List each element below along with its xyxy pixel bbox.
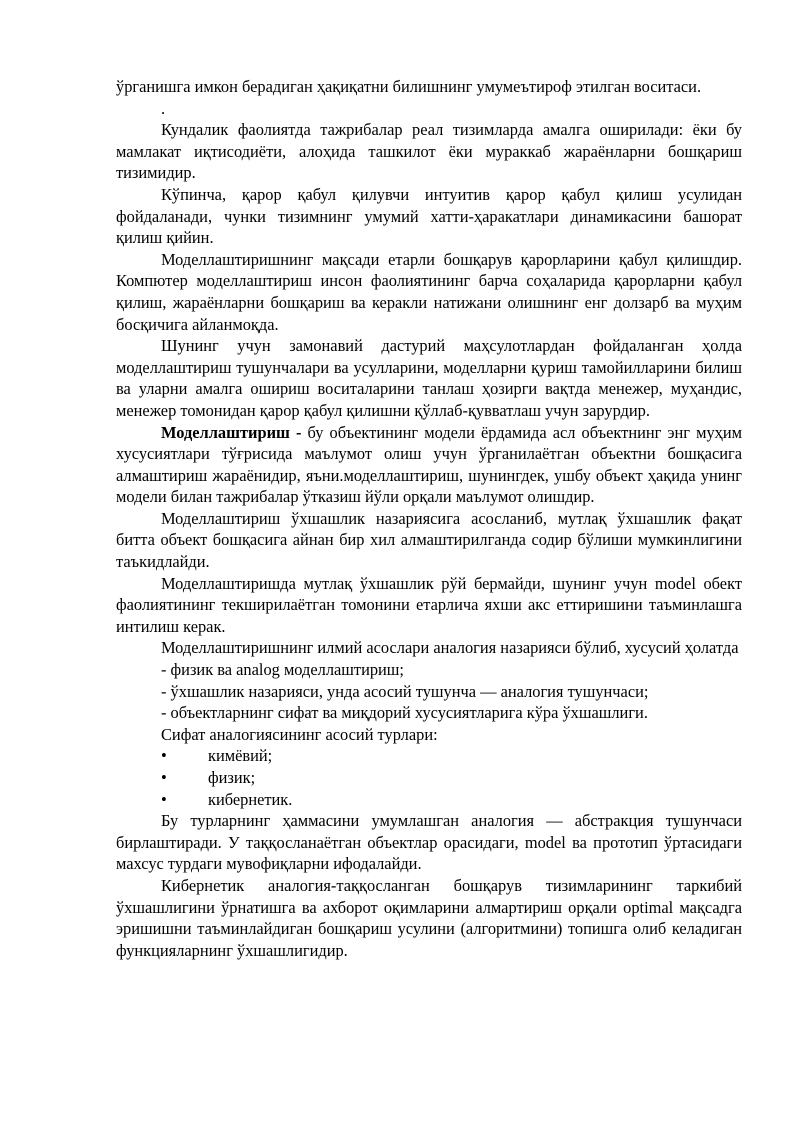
bullet-icon: •: [161, 768, 167, 787]
stray-dot: .: [161, 98, 166, 118]
paragraph-absolute-similarity: Моделлаштиришда мутлақ ўхшашлик рўй бермайди, шунинг учун model обект фаолиятининг текширилаётган томонини етарлича яхши акс еттиришини таъминлашга интилиш керак.: [116, 573, 742, 636]
definition-text: бу объектининг модели ёрдамида асл объектнинг энг муҳим хусусиятлари тўғрисида маълумот олиш учун ўрганилаётган объектни бошқасига алмаштириш жараёнидир, яъни.моделлаштириш, шунингдек, ушбу объект ҳақида унинг модели билан тажрибалар ўтказиш йўли орқали маълумот олишдир.: [116, 422, 742, 507]
paragraph-scientific-basis: Моделлаштиришнинг илмий асослари аналогия назарияси бўлиб, хусусий ҳолатда: [161, 638, 739, 658]
dash-item-similarity-theory: - ўхшашлик назарияси, унда асосий тушунча — аналогия тушунчаси;: [161, 681, 649, 701]
bullet-item-physical: • физик;: [161, 768, 256, 787]
bullet-icon: •: [161, 789, 167, 809]
paragraph-analogy-types: Сифат аналогиясининг асосий турлари:: [161, 724, 438, 744]
paragraph-modeling-definition: [116, 422, 742, 508]
dash-item-quality-quantity: - объектларнинг сифат ва миқдорий хусусиятларига кўра ўхшашлиги.: [161, 703, 648, 723]
bullet-item-cybernetic: • кибернетик.: [161, 789, 293, 809]
paragraph-modern-software: Шунинг учун замонавий дастурий маҳсулотлардан фойдаланган ҳолда моделлаштириш тушунчалари ва усулларини, моделларни қуриш тамойилларини билиш ва уларни амалга ошириш воситаларини танлаш ҳозирги вақтда менежер, муҳандис, менежер томонидан қарор қабул қилишни қўллаб-қувватлаш учун зарурдир.: [116, 336, 742, 420]
bullet-item-chemical: • кимёвий;: [161, 746, 273, 766]
paragraph-cybernetic-analogy: Кибернетик аналогия-таққосланган бошқарув тизимларининг таркибий ўхшашлигини ўрнатишга ва ахборот оқимларини алмартириш орқали optimal мақсадга эришишни таъминлайдиган бошқариш усулини (алгоритмини) топишга олиб келадиган функцияларнинг ўхшашлигидир.: [116, 875, 742, 960]
dash-item-physical-analog: - физик ва analog моделлаштириш;: [161, 660, 404, 680]
document-page: [116, 76, 742, 961]
bullet-icon: •: [161, 746, 167, 766]
paragraph-similarity-theory: Моделлаштириш ўхшашлик назариясига асосланиб, мутлақ ўхшашлик фақат битта объект бошқасига айнан бир хил алмаштирилганда содир бўлиши мумкинлигини таъкидлайди.: [116, 508, 742, 572]
paragraph-intuitive-decision: Кўпинча, қарор қабул қилувчи интуитив қарор қабул қилиш усулидан фойдаланади, чунки тизимнинг умумий хатти-ҳаракатлари динамикасини башорат қилиш қийин.: [116, 184, 742, 248]
term-modeling: Моделлаштириш -: [161, 422, 302, 442]
paragraph-intro: ўрганишга имкон берадиган ҳақиқатни билишнинг умумеътироф этилган воситаси.: [116, 77, 702, 96]
paragraph-modeling-purpose: Моделлаштиришнинг мақсади етарли бошқарув қарорларини қабул қилишдир. Компютер моделлаштириш инсон фаолиятининг барча соҳаларида қарорларни қабул қилиш, жараёнларни бошқариш ва керакли натижани олишнинг енг долзарб ва муҳим босқичига айланмоқда.: [116, 249, 742, 334]
paragraph-generalized-analogy: Бу турларнинг ҳаммасини умумлашган аналогия — абстракция тушунчаси бирлаштиради. У таққосланаётган объектлар орасидаги, model ва прототип ўртасидаги махсус турдаги мувофиқларни ифодалайди.: [116, 811, 742, 874]
paragraph-daily-activity: Кундалик фаолиятда тажрибалар реал тизимларда амалга оширилади: ёки бу мамлакат иқтисодиёти, алоҳида ташкилот ёки мураккаб жараёнларни бошқариш тизимидир.: [116, 120, 742, 183]
